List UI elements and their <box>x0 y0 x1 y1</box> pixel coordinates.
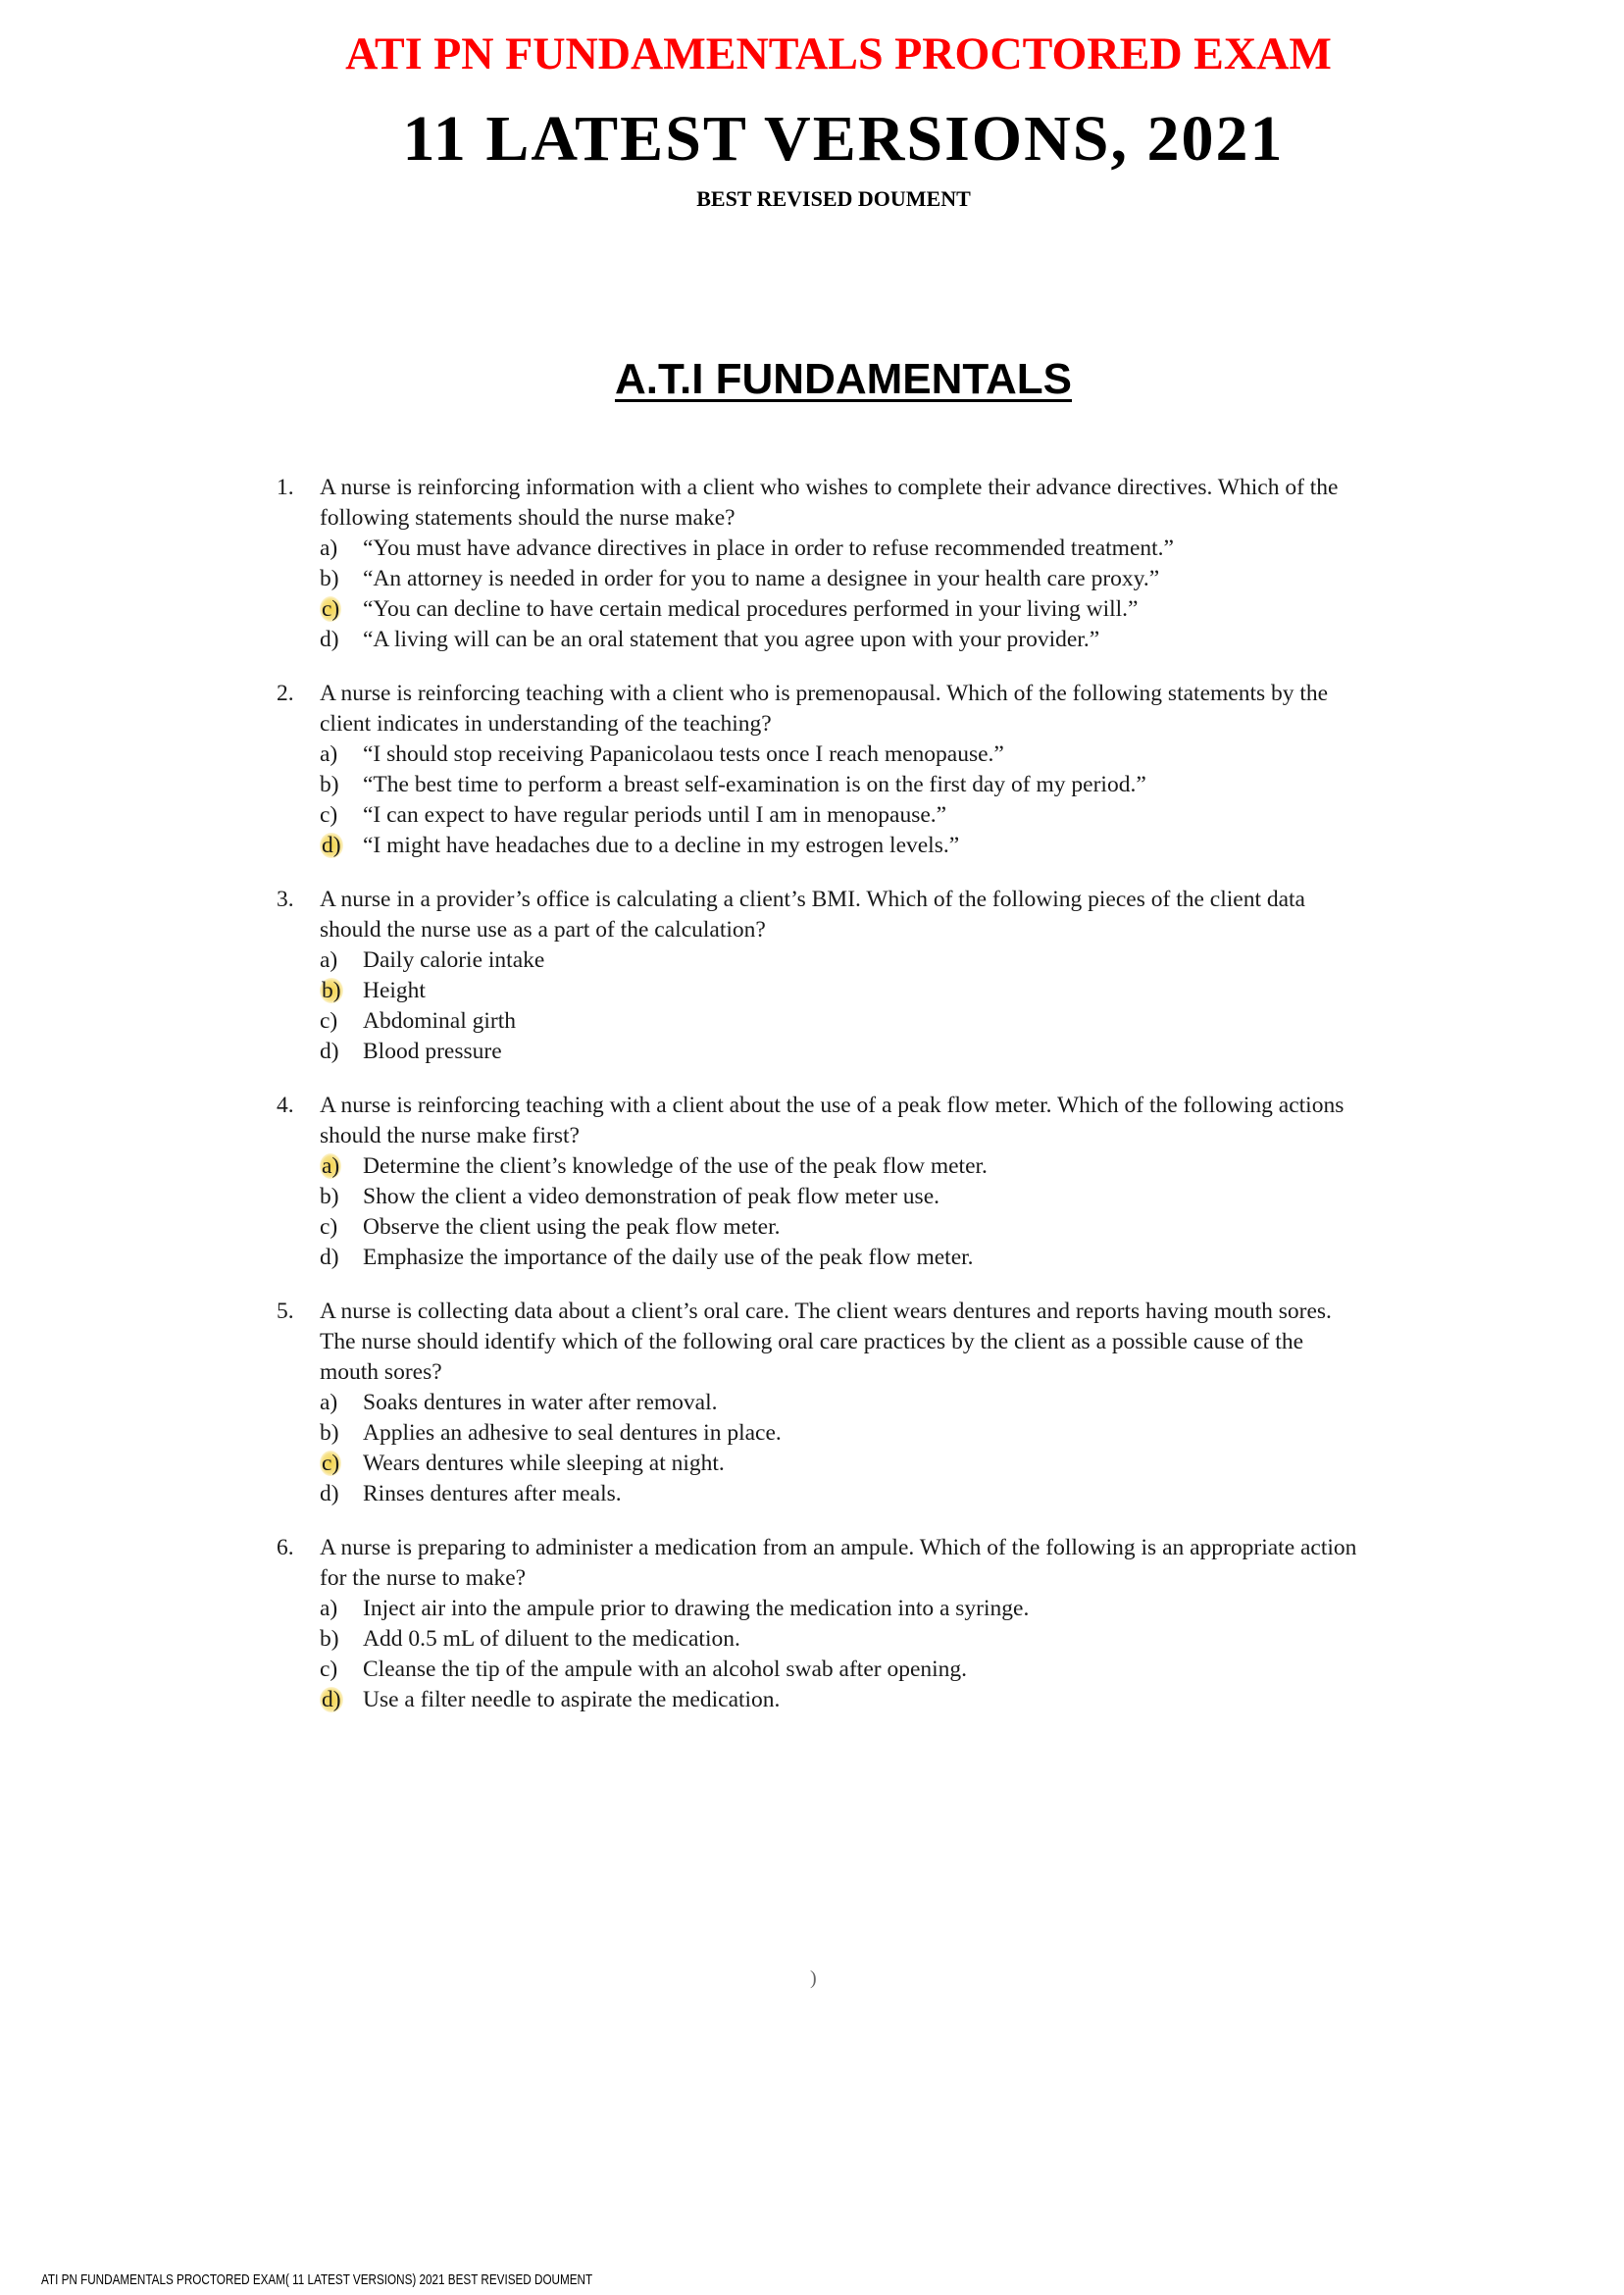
option-letter: c) <box>320 1008 338 1034</box>
answer-option <box>320 1212 1365 1243</box>
option-text: “You must have advance directives in place in order to refuse recommended treatment.” <box>363 536 1174 561</box>
option-letter: a) <box>320 536 338 561</box>
question-stem: A nurse is reinforcing teaching with a client about the use of a peak flow meter. Which of the following actions should the nurse make first? <box>320 1093 1345 1148</box>
answer-option <box>320 1037 1365 1067</box>
option-letter: a) <box>320 741 338 767</box>
question-1 <box>277 473 1365 655</box>
answer-option <box>320 1243 1365 1273</box>
question-number: 1. <box>277 475 294 500</box>
document-version-title: 11 LATEST VERSIONS, 2021 <box>402 103 1285 175</box>
option-text: Applies an adhesive to seal dentures in place. <box>363 1420 782 1446</box>
option-text: Show the client a video demonstration of peak flow meter use. <box>363 1184 939 1209</box>
question-number: 6. <box>277 1535 294 1560</box>
option-text: Rinses dentures after meals. <box>363 1481 622 1506</box>
option-letter: a) <box>320 1390 338 1415</box>
document-subtitle: BEST REVISED DOUMENT <box>696 186 971 211</box>
correct-answer-highlight: d) <box>322 833 341 858</box>
section-heading: A.T.I FUNDAMENTALS <box>614 355 1073 403</box>
option-letter: b) <box>320 566 339 591</box>
option-text: Observe the client using the peak flow meter. <box>363 1214 781 1240</box>
question-number: 5. <box>277 1299 294 1324</box>
option-letter: a) <box>320 947 338 973</box>
answer-option-correct <box>320 1685 1365 1715</box>
option-text: “You can decline to have certain medical procedures performed in your living will.” <box>363 596 1139 622</box>
answer-option <box>320 1418 1365 1449</box>
option-text: Cleanse the tip of the ampule with an alcohol swab after opening. <box>363 1657 968 1682</box>
question-5 <box>277 1297 1365 1509</box>
answer-option <box>320 740 1365 770</box>
answer-options <box>320 1151 1365 1273</box>
answer-option <box>320 1388 1365 1418</box>
option-text: “I should stop receiving Papanicolaou tests once I reach menopause.” <box>363 741 1004 767</box>
option-letter: c) <box>320 1657 338 1682</box>
answer-option <box>320 1594 1365 1624</box>
option-letter: b) <box>320 1184 339 1209</box>
option-text: “The best time to perform a breast self-examination is on the first day of my period.” <box>363 772 1146 797</box>
answer-option <box>320 564 1365 594</box>
answer-option <box>320 1655 1365 1685</box>
option-text: “A living will can be an oral statement that you agree upon with your provider.” <box>363 627 1100 652</box>
answer-options <box>320 740 1365 861</box>
answer-option-correct <box>320 1449 1365 1479</box>
option-text: “I can expect to have regular periods until I am in menopause.” <box>363 802 947 828</box>
answer-option <box>320 800 1365 831</box>
question-stem: A nurse is preparing to administer a medication from an ampule. Which of the following is an appropriate action for the nurse to make? <box>320 1535 1357 1591</box>
option-text: Height <box>363 978 426 1003</box>
option-text: “An attorney is needed in order for you to name a designee in your health care proxy.” <box>363 566 1160 591</box>
option-letter: b) <box>320 1626 339 1652</box>
option-text: Abdominal girth <box>363 1008 516 1034</box>
answer-options <box>320 945 1365 1067</box>
answer-option-correct <box>320 594 1365 625</box>
question-number: 2. <box>277 681 294 706</box>
option-text: Soaks dentures in water after removal. <box>363 1390 718 1415</box>
answer-option-correct <box>320 831 1365 861</box>
answer-option-correct <box>320 1151 1365 1182</box>
question-4 <box>277 1091 1365 1273</box>
option-letter: c) <box>320 1214 338 1240</box>
answer-options <box>320 1594 1365 1715</box>
answer-option <box>320 945 1365 976</box>
answer-option <box>320 534 1365 564</box>
option-letter: c) <box>320 802 338 828</box>
option-text: Add 0.5 mL of diluent to the medication. <box>363 1626 740 1652</box>
option-letter: d) <box>320 1481 339 1506</box>
answer-option <box>320 1624 1365 1655</box>
option-text: Determine the client’s knowledge of the use of the peak flow meter. <box>363 1153 988 1179</box>
document-title: ATI PN FUNDAMENTALS PROCTORED EXAM <box>345 28 1332 79</box>
question-stem: A nurse is reinforcing teaching with a client who is premenopausal. Which of the following statements by the client indicates in understanding of the teaching? <box>320 681 1329 737</box>
answer-option-correct <box>320 976 1365 1006</box>
option-text: Inject air into the ampule prior to drawing the medication into a syringe. <box>363 1596 1030 1621</box>
option-letter: d) <box>320 1039 339 1064</box>
correct-answer-highlight: c) <box>322 1451 340 1476</box>
correct-answer-highlight: d) <box>322 1687 341 1712</box>
question-stem: A nurse is reinforcing information with a client who wishes to complete their advance directives. Which of the following statements should the nurse make? <box>320 475 1339 531</box>
option-text: Daily calorie intake <box>363 947 545 973</box>
question-6 <box>277 1533 1365 1715</box>
answer-option <box>320 1182 1365 1212</box>
option-letter: a) <box>320 1596 338 1621</box>
correct-answer-highlight: b) <box>322 978 341 1003</box>
question-number: 4. <box>277 1093 294 1118</box>
option-letter: d) <box>320 627 339 652</box>
question-3 <box>277 885 1365 1067</box>
option-letter: b) <box>320 772 339 797</box>
option-text: Blood pressure <box>363 1039 502 1064</box>
option-text: Use a filter needle to aspirate the medication. <box>363 1687 781 1712</box>
option-text: Emphasize the importance of the daily use of the peak flow meter. <box>363 1245 974 1270</box>
option-letter: d) <box>320 1245 339 1270</box>
page-footer: ATI PN FUNDAMENTALS PROCTORED EXAM( 11 LATEST VERSIONS) 2021 BEST REVISED DOUMENT <box>41 2271 593 2288</box>
answer-option <box>320 1006 1365 1037</box>
correct-answer-highlight: c) <box>322 596 340 622</box>
option-letter: b) <box>320 1420 339 1446</box>
question-stem: A nurse is collecting data about a client’s oral care. The client wears dentures and reports having mouth sores. The nurse should identify which of the following oral care practices by the client as a possible cause of the mouth sores? <box>320 1299 1332 1385</box>
correct-answer-highlight: a) <box>322 1153 340 1179</box>
answer-option <box>320 625 1365 655</box>
question-2 <box>277 679 1365 861</box>
option-text: “I might have headaches due to a decline in my estrogen levels.” <box>363 833 960 858</box>
question-stem: A nurse in a provider’s office is calculating a client’s BMI. Which of the following pieces of the client data should the nurse use as a part of the calculation? <box>320 887 1305 943</box>
page-mark: ) <box>810 1967 817 1989</box>
option-text: Wears dentures while sleeping at night. <box>363 1451 725 1476</box>
answer-options <box>320 1388 1365 1509</box>
question-number: 3. <box>277 887 294 912</box>
question-list <box>277 473 1365 1739</box>
answer-options <box>320 534 1365 655</box>
answer-option <box>320 1479 1365 1509</box>
answer-option <box>320 770 1365 800</box>
